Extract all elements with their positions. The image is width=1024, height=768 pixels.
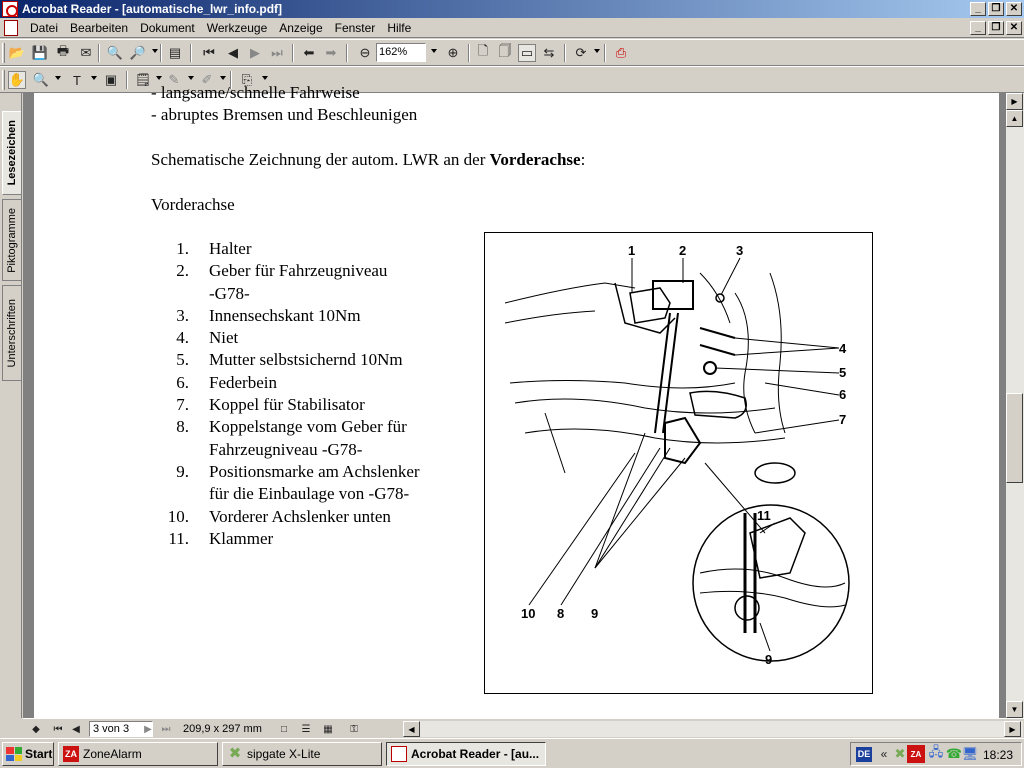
restore-button[interactable]: ❐ [988, 2, 1004, 16]
schema-heading: Schematische Zeichnung der autom. LWR an der Vorderachse: [151, 150, 586, 169]
list-item-text: Vorderer Achslenker unten [209, 506, 391, 526]
next-page-status-icon[interactable]: ▶ [144, 723, 152, 735]
taskbar-zonealarm[interactable]: ZA ZoneAlarm [58, 742, 218, 766]
figure-label: 4 [839, 341, 847, 356]
clock[interactable]: 18:23 [982, 748, 1013, 762]
list-item-text: Fahrzeugniveau -G78- [209, 439, 363, 459]
figure-label: 3 [736, 243, 744, 258]
figure-label: 11 [757, 508, 771, 523]
page-number-field[interactable]: 3 von 3 [89, 721, 153, 737]
scroll-right-arrow-icon[interactable]: ▶ [1004, 721, 1021, 737]
list-item-number: 6. [176, 372, 189, 392]
minimize-button[interactable]: _ [970, 2, 986, 16]
page-up-arrow-icon[interactable]: ▶ [1006, 93, 1023, 110]
menu-fenster[interactable]: Fenster [334, 21, 376, 35]
list-item-text: Niet [209, 328, 239, 348]
toolbar-grip-2[interactable] [2, 70, 5, 90]
list-item-text: Geber für Fahrzeugniveau [209, 261, 388, 281]
network-tray-icon[interactable]: 🖧 [928, 744, 944, 759]
title-bar [0, 0, 1024, 18]
document-view[interactable] [23, 83, 1006, 718]
xlite-icon: ✖ [228, 745, 242, 762]
scroll-down-arrow-icon[interactable]: ▼ [1006, 701, 1023, 718]
windows-logo-icon [6, 747, 22, 761]
first-page-icon[interactable]: ⏮ [203, 45, 215, 60]
first-page-status-icon[interactable]: ⏮ [53, 723, 63, 735]
tab-unterschriften[interactable]: Unterschriften [2, 285, 21, 381]
fit-width-icon[interactable]: ▭ [518, 44, 536, 62]
find-icon[interactable]: 🔎 [129, 45, 147, 60]
list-item-text: Koppelstange vom Geber für [209, 417, 407, 437]
menu-anzeige[interactable]: Anzeige [279, 21, 323, 35]
single-page-icon[interactable]: □ [280, 723, 288, 735]
text-select-icon[interactable]: T [73, 72, 81, 88]
schematic-drawing [485, 233, 871, 692]
horizontal-scrollbar[interactable] [403, 721, 1023, 737]
pdf-page [34, 83, 999, 718]
scroll-up-arrow-icon[interactable]: ▲ [1006, 110, 1023, 127]
open-icon[interactable]: 📂 [8, 45, 26, 60]
split-toggle-icon[interactable]: ◆ [32, 723, 40, 735]
doc-close-button[interactable]: ✕ [1006, 21, 1022, 35]
acrobat-logo-icon[interactable]: ⎙ [615, 45, 627, 60]
vertical-scroll-thumb[interactable] [1006, 393, 1023, 483]
taskbar-acrobat[interactable]: Acrobat Reader - [au... [386, 742, 546, 766]
messenger-tray-icon[interactable]: ☎ [945, 746, 963, 761]
key-icon[interactable]: ⚿ [350, 723, 358, 735]
figure-label: 6 [839, 387, 847, 402]
list-item-text: für die Einbaulage von -G78- [209, 484, 410, 504]
list-item-text: Mutter selbstsichernd 10Nm [209, 350, 403, 370]
windows-taskbar [0, 738, 1024, 768]
facing-pages-icon[interactable]: ▦ [323, 723, 333, 735]
list-item-text: Klammer [209, 528, 274, 548]
navigation-pane-icon[interactable]: ▤ [168, 45, 182, 60]
save-icon[interactable]: 💾 [31, 45, 49, 60]
tab-piktogramme[interactable]: Piktogramme [2, 199, 21, 281]
doc-minimize-button[interactable]: _ [970, 21, 986, 35]
acrobat-icon [391, 746, 407, 762]
list-item-number: 11. [168, 528, 189, 548]
figure-label: 9 [591, 606, 599, 621]
xlite-tray-icon[interactable]: ✖ [894, 746, 906, 761]
language-indicator[interactable]: DE [856, 747, 872, 762]
search-icon[interactable]: 🔍 [106, 45, 124, 60]
go-forward-icon[interactable]: ➡ [325, 45, 337, 60]
menu-bar [0, 18, 1024, 38]
list-item-text: Koppel für Stabilisator [209, 395, 365, 415]
zonealarm-icon: ZA [63, 746, 79, 762]
list-item-number: 5. [176, 350, 189, 370]
next-page-icon[interactable]: ▶ [250, 45, 260, 60]
email-icon[interactable]: ✉ [80, 45, 92, 60]
scroll-left-arrow-icon[interactable]: ◀ [403, 721, 420, 737]
list-item-text: Innensechskant 10Nm [209, 305, 361, 325]
figure-label: 9 [765, 652, 773, 667]
reflow-icon[interactable]: ⇆ [543, 45, 555, 60]
continuous-icon[interactable]: ☰ [301, 723, 311, 735]
note-tool-icon[interactable]: 🗒 [134, 72, 152, 87]
section-title: Vorderachse [151, 195, 235, 214]
stamp-tool-icon[interactable]: ⎘ [241, 72, 253, 87]
menu-werkzeuge[interactable]: Werkzeuge [206, 21, 268, 35]
list-item-number: 9. [176, 461, 189, 481]
doc-restore-button[interactable]: ❐ [988, 21, 1004, 35]
menu-hilfe[interactable]: Hilfe [387, 21, 412, 35]
document-icon[interactable] [4, 20, 18, 36]
list-item-number: 1. [176, 239, 189, 258]
zoom-in-icon[interactable]: ⊕ [447, 45, 459, 60]
figure-label: 2 [679, 243, 687, 258]
prev-page-status-icon[interactable]: ◀ [72, 723, 80, 735]
zoom-level-field[interactable]: 162% [376, 43, 426, 62]
acrobat-app-icon[interactable] [2, 1, 18, 17]
status-bar [23, 718, 1024, 738]
pencil-tool-icon[interactable]: ✎ [168, 72, 180, 87]
menu-dokument[interactable]: Dokument [140, 21, 195, 35]
figure-label: 1 [628, 243, 636, 258]
hand-tool-icon[interactable]: ✋ [8, 72, 26, 87]
window-title: Acrobat Reader - [automatische_lwr_info.pdf] [22, 2, 283, 16]
list-item-text: Positionsmarke am Achslenker [209, 461, 420, 481]
list-item-text: Halter [209, 239, 252, 258]
list-item-number: 8. [176, 417, 189, 437]
start-button[interactable]: Start [2, 742, 54, 766]
tray-expand-icon[interactable]: « [880, 747, 888, 761]
system-tray [850, 742, 1022, 766]
page-size-label: 209,9 x 297 mm [183, 723, 262, 735]
graphics-select-icon[interactable]: ▣ [104, 72, 118, 87]
zoom-tool-icon[interactable]: 🔍 [32, 72, 50, 87]
list-item-number: 10. [167, 506, 189, 526]
list-item-text: Federbein [209, 372, 277, 392]
last-page-icon[interactable]: ⏭ [271, 45, 283, 60]
list-item-number: 3. [176, 305, 189, 325]
highlight-tool-icon[interactable]: ✐ [201, 72, 213, 87]
rotate-view-icon[interactable]: ⟳ [575, 45, 587, 60]
taskbar-sipgate[interactable]: ✖ sipgate X-Lite [222, 742, 382, 766]
zoom-dropdown-icon[interactable] [431, 49, 437, 53]
fit-page-icon[interactable]: 🗍 [498, 43, 512, 58]
list-item-text: -G78- [209, 283, 250, 303]
figure-label: 7 [839, 412, 847, 427]
zoom-out-icon[interactable]: ⊖ [359, 45, 371, 60]
menu-datei[interactable]: Datei [30, 21, 59, 35]
tab-lesezeichen[interactable]: Lesezeichen [2, 111, 21, 195]
zonealarm-tray-icon[interactable]: ZA [907, 745, 925, 763]
figure-label: 10 [521, 606, 536, 621]
menu-bearbeiten[interactable]: Bearbeiten [70, 21, 129, 35]
actual-size-icon[interactable]: 🗋 [477, 43, 489, 58]
list-item-number: 7. [176, 395, 189, 415]
figure-label: 5 [839, 365, 847, 380]
list-item-number: 2. [176, 261, 189, 281]
last-page-status-icon[interactable]: ⏭ [161, 723, 171, 735]
main-toolbar [0, 39, 1024, 66]
navigation-pane-tabs [0, 93, 22, 718]
vertical-scrollbar[interactable] [1006, 93, 1024, 718]
list-item-number: 4. [176, 328, 189, 348]
brake-line: - abruptes Bremsen und Beschleunigen [151, 105, 418, 124]
previous-page-icon[interactable]: ◀ [228, 45, 238, 60]
print-icon[interactable]: 🖶 [56, 43, 70, 58]
monitor-tray-icon[interactable]: 🖥 [961, 746, 979, 761]
schematic-figure [484, 232, 873, 694]
toolbar-grip[interactable] [2, 43, 5, 63]
partial-line: - langsame/schnelle Fahrweise [151, 83, 360, 102]
close-button[interactable]: ✕ [1006, 2, 1022, 16]
go-back-icon[interactable]: ⬅ [303, 45, 315, 60]
figure-label: 8 [557, 606, 565, 621]
